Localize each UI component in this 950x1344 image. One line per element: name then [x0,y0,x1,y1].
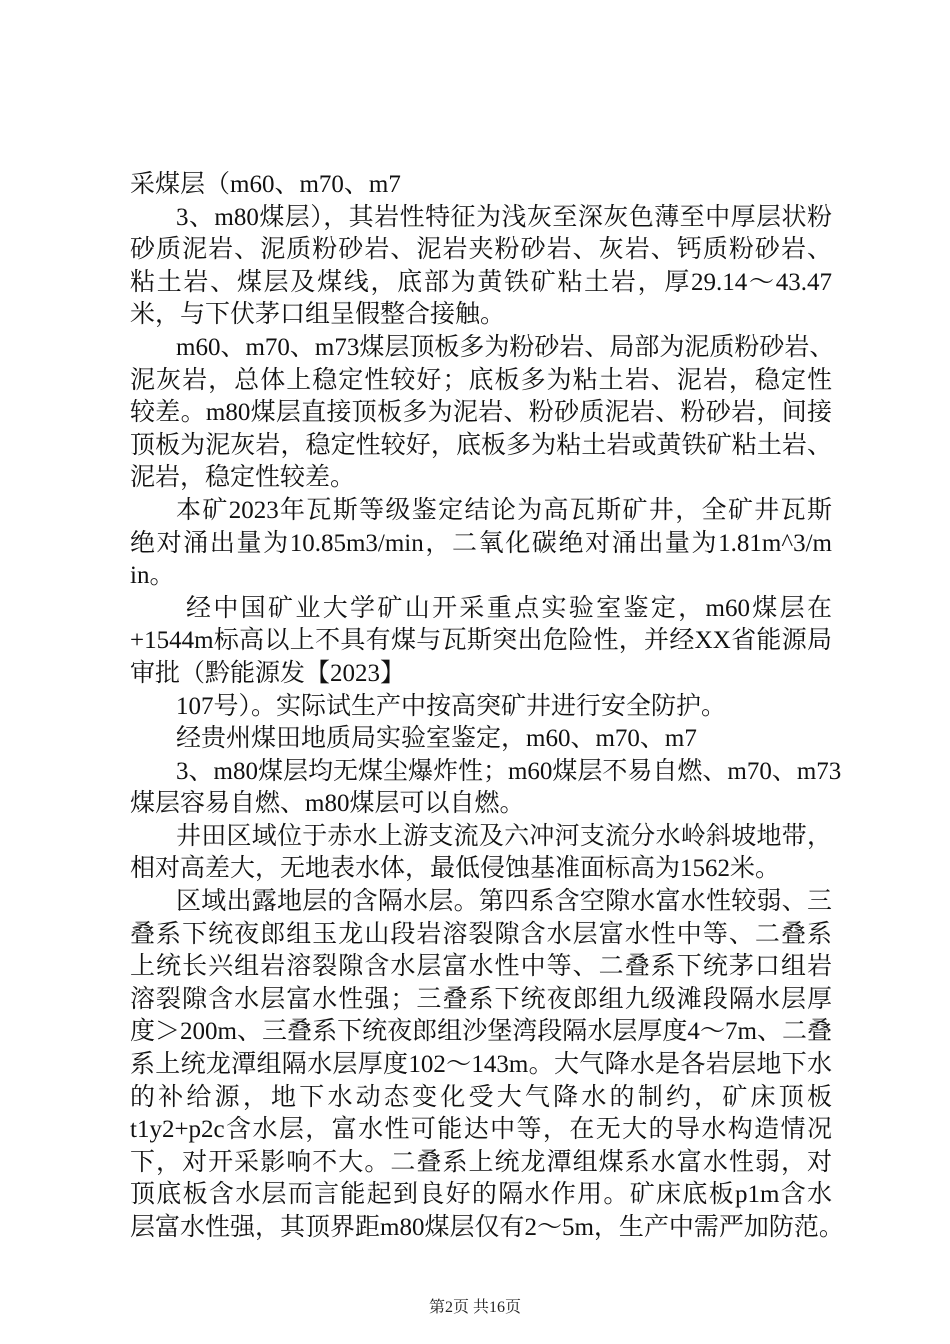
text-line: 经中国矿业大学矿山开采重点实验室鉴定，m60煤层在 [186,594,832,622]
text-line: 砂质泥岩、泥质粉砂岩、泥岩夹粉砂岩、灰岩、钙质粉砂岩、 [130,236,832,264]
text-line: +1544m标高以上不具有煤与瓦斯突出危险性，并经XX省能源局 [130,627,832,655]
text-line: 系上统龙潭组隔水层厚度102～143m。大气降水是各岩层地下水 [130,1051,832,1079]
text-line: 泥岩，稳定性较差。 [130,464,356,492]
text-line: 107号）。实际试生产中按高突矿井进行安全防护。 [176,692,727,720]
text-line: 下，对开采影响不大。二叠系上统龙潭组煤系水富水性弱，对 [130,1148,832,1176]
text-line: 溶裂隙含水层富水性强；三叠系下统夜郎组九级滩段隔水层厚 [130,985,832,1013]
text-line: 审批（黔能源发【2023】 [130,659,406,687]
text-line: 层富水性强，其顶界距m80煤层仅有2～5m，生产中需严加防范。 [130,1214,844,1241]
text-line: 度＞200m、三叠系下统夜郎组沙堡湾段隔水层厚度4～7m、二叠 [130,1018,832,1046]
text-line: 区域出露地层的含隔水层。第四系含空隙水富水性较弱、三 [176,888,832,916]
text-line: 粘土岩、煤层及煤线，底部为黄铁矿粘土岩，厚29.14～43.47 [130,268,832,296]
text-line: 上统长兴组岩溶裂隙含水层富水性中等、二叠系下统茅口组岩 [130,953,832,981]
text-line: in。 [130,562,175,590]
text-line: 顶底板含水层而言能起到良好的隔水作用。矿床底板p1m含水 [130,1181,832,1209]
text-line: m60、m70、m73煤层顶板多为粉砂岩、局部为泥质粉砂岩、 [176,333,835,361]
text-line: 采煤层（m60、m70、m7 [130,171,401,198]
text-line: 绝对涌出量为10.85m3/min，二氧化碳绝对涌出量为1.81m^3/m [130,529,832,557]
text-line: 煤层容易自燃、m80煤层可以自燃。 [130,790,525,818]
text-line: 顶板为泥灰岩，稳定性较好，底板多为粘土岩或黄铁矿粘土岩、 [130,431,832,459]
text-line: 米，与下伏茅口组呈假整合接触。 [130,301,506,329]
text-line: 较差。m80煤层直接顶板多为泥岩、粉砂质泥岩、粉砂岩，间接 [130,399,832,427]
text-line: 叠系下统夜郎组玉龙山段岩溶裂隙含水层富水性中等、二叠系 [130,920,832,948]
text-line: 3、m80煤层均无煤尘爆炸性；m60煤层不易自燃、m70、m73 [176,757,842,785]
body-text [130,169,844,1245]
page-footer: 第2页 共16页 [428,1299,521,1316]
text-line: 相对高差大，无地表水体，最低侵蚀基准面标高为1562米。 [130,855,781,883]
text-line: 泥灰岩，总体上稳定性较好；底板多为粘土岩、泥岩，稳定性 [130,366,832,394]
text-line: t1y2+p2c含水层，富水性可能达中等，在无大的导水构造情况 [130,1116,832,1144]
text-line: 经贵州煤田地质局实验室鉴定，m60、m70、m7 [176,725,697,753]
text-line: 本矿2023年瓦斯等级鉴定结论为高瓦斯矿井，全矿井瓦斯 [176,496,832,524]
text-line: 3、m80煤层），其岩性特征为浅灰至深灰色薄至中厚层状粉 [176,203,832,231]
text-line: 井田区域位于赤水上游支流及六冲河支流分水岭斜坡地带， [176,822,832,850]
text-line: 的补给源，地下水动态变化受大气降水的制约，矿床顶板 [130,1083,832,1111]
